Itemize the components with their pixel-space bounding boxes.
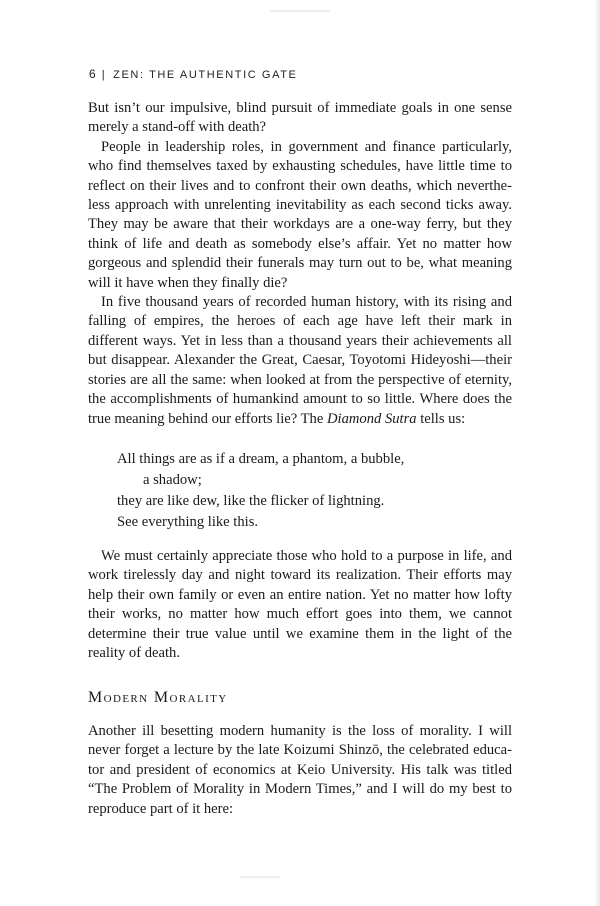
paragraph-1: But isn’t our impulsive, blind pursuit of immediate goals in one sense merely a stand-off with death? — [88, 100, 512, 136]
diamond-sutra-title: Diamond Sutra — [326, 410, 417, 427]
verse-quote — [117, 449, 404, 533]
page-bottom-mark — [240, 876, 280, 878]
page-edge-shadow — [594, 0, 600, 906]
verse-line-2: a shadow; — [143, 472, 202, 488]
paragraph-3-text: In five thousand years of recorded human history, with its rising and falling of empires, the heroes of each age have left their mark in different ways. Yet in less than a thousand years their achievements all but disappear. Alexander the Great, Caesar, Toyotomi Hideyoshi—their stories are all the same: when looked at from the perspective of eternity, the accomplishments of humankind amount to so little. Where does the true meaning behind our efforts lie? The — [88, 294, 512, 427]
body-text-block-3 — [88, 722, 512, 819]
verse-line-3: they are like dew, like the flicker of lightning. — [117, 493, 385, 509]
page-top-mark — [270, 10, 330, 12]
page-number: 6 — [89, 67, 96, 81]
header-separator: | — [101, 69, 107, 81]
body-text-block-2 — [88, 547, 512, 663]
verse-line-1: All things are as if a dream, a phantom, a bubble, — [117, 451, 405, 467]
paragraph-2: People in leadership roles, in government and finance particularly, who find themselves taxed by exhausting schedules, have little time to reflect on their lives and to confront their own deaths, which nevertheless approach with unrelenting inevitability as each second ticks away. They may be aware that their workdays are a one-way ferry, but they think of life and death as somebody else’s affair. Yet no matter how gorgeous and splendid their funerals may turn out to be, what meaning will it have when they finally die? — [88, 138, 512, 291]
running-title: ZEN: THE AUTHENTIC GATE — [113, 69, 298, 81]
section-heading: Modern Morality — [88, 689, 228, 706]
verse-line-4: See everything like this. — [117, 514, 259, 530]
paragraph-3 — [88, 293, 512, 429]
paragraph-4: We must certainly appreciate those who hold to a purpose in life, and work tirelessly day and night toward its realization. Their efforts may help their own family or even an entire nation. Yet no matter how lofty their works, no matter how much effort goes into them, we cannot determine their true value until we examine them in the light of the reality of death. — [88, 548, 512, 662]
body-text-block-1 — [88, 99, 512, 429]
paragraph-5: Another ill besetting modern humanity is the loss of morality. I will never forget a lecture by the late Koizumi Shinzō, the celebrated educator and president of economics at Keio University. His talk was titled “The Problem of Morality in Modern Times,” and I will do my best to reproduce part of it here: — [88, 723, 512, 817]
running-head — [89, 67, 297, 81]
paragraph-3-tail: tells us: — [416, 410, 466, 427]
